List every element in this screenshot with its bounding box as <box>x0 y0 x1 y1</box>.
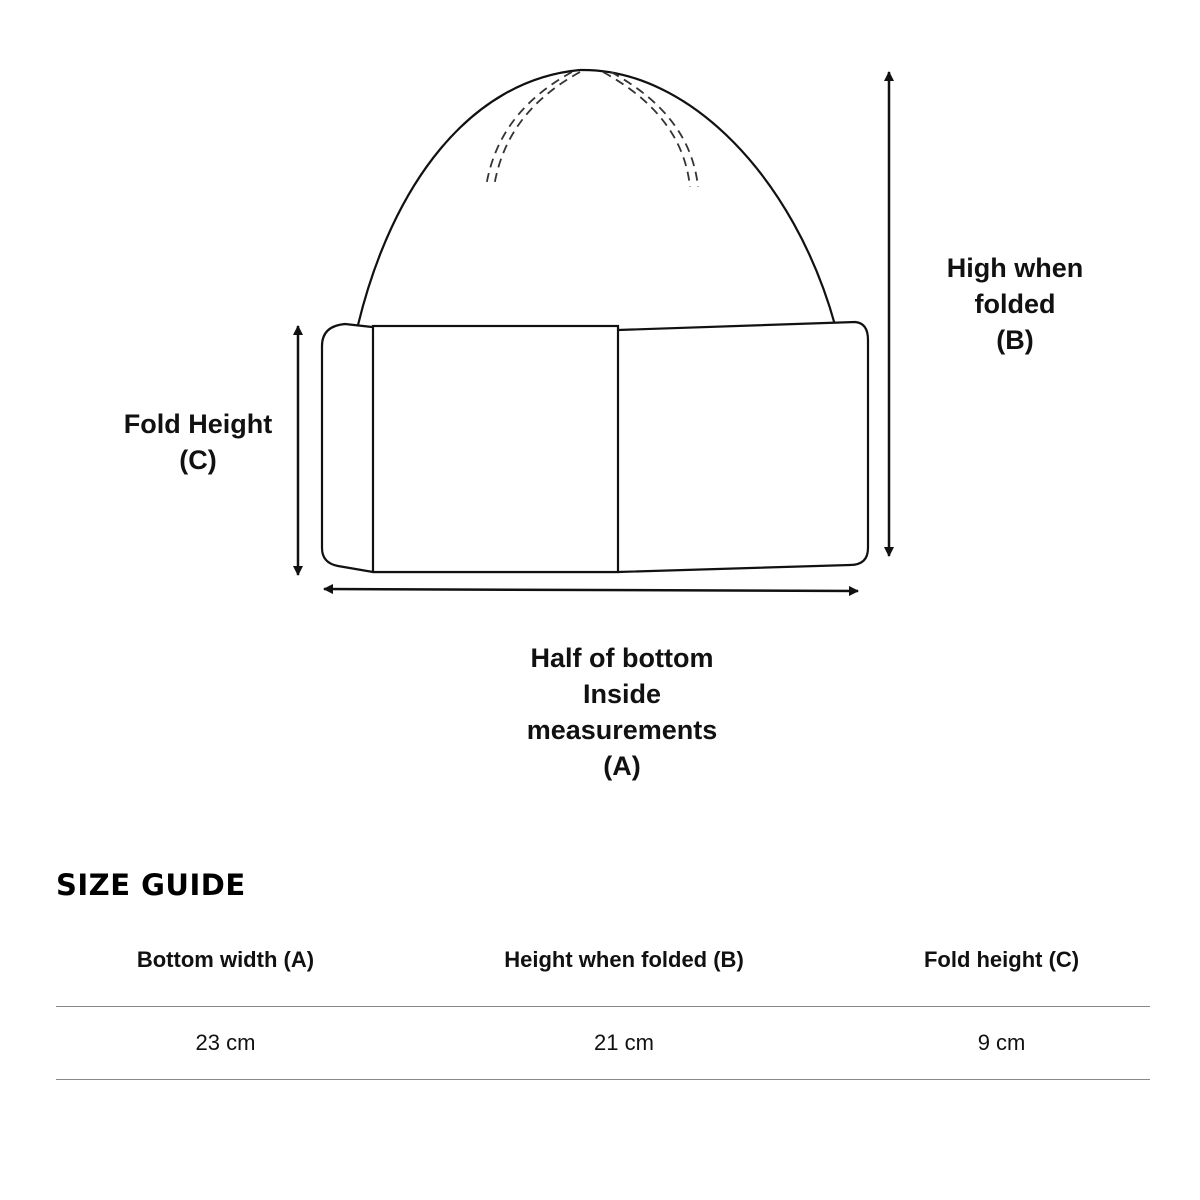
table-row <box>56 1007 1150 1080</box>
crown-seams <box>486 72 698 187</box>
label-line: Fold Height <box>123 409 273 439</box>
size-guide <box>56 862 1150 1080</box>
bottom-width-label <box>472 640 772 784</box>
label-line: measurements <box>526 715 718 745</box>
cell-fold-height: 9 cm <box>853 1007 1150 1080</box>
label-patch <box>373 326 618 572</box>
height-folded-label <box>905 250 1125 358</box>
header-bottom-width: Bottom width (A) <box>56 930 395 1007</box>
label-line: Inside <box>582 679 662 709</box>
label-line: (C) <box>179 445 217 475</box>
label-line: folded <box>974 289 1056 319</box>
label-line: (B) <box>996 325 1034 355</box>
size-guide-title: SIZE GUIDE <box>56 868 246 902</box>
fold-height-label <box>88 406 308 478</box>
cell-bottom-width: 23 cm <box>56 1007 395 1080</box>
label-line: (A) <box>603 751 641 781</box>
beanie-crown <box>358 70 835 325</box>
table-header-row <box>56 930 1150 1007</box>
header-fold-height: Fold height (C) <box>853 930 1150 1007</box>
header-height-folded: Height when folded (B) <box>395 930 853 1007</box>
cell-height-folded: 21 cm <box>395 1007 853 1080</box>
label-line: Half of bottom <box>530 643 714 673</box>
label-line: High when <box>946 253 1084 283</box>
size-table <box>56 930 1150 1080</box>
bottom-width-arrow <box>324 589 858 591</box>
